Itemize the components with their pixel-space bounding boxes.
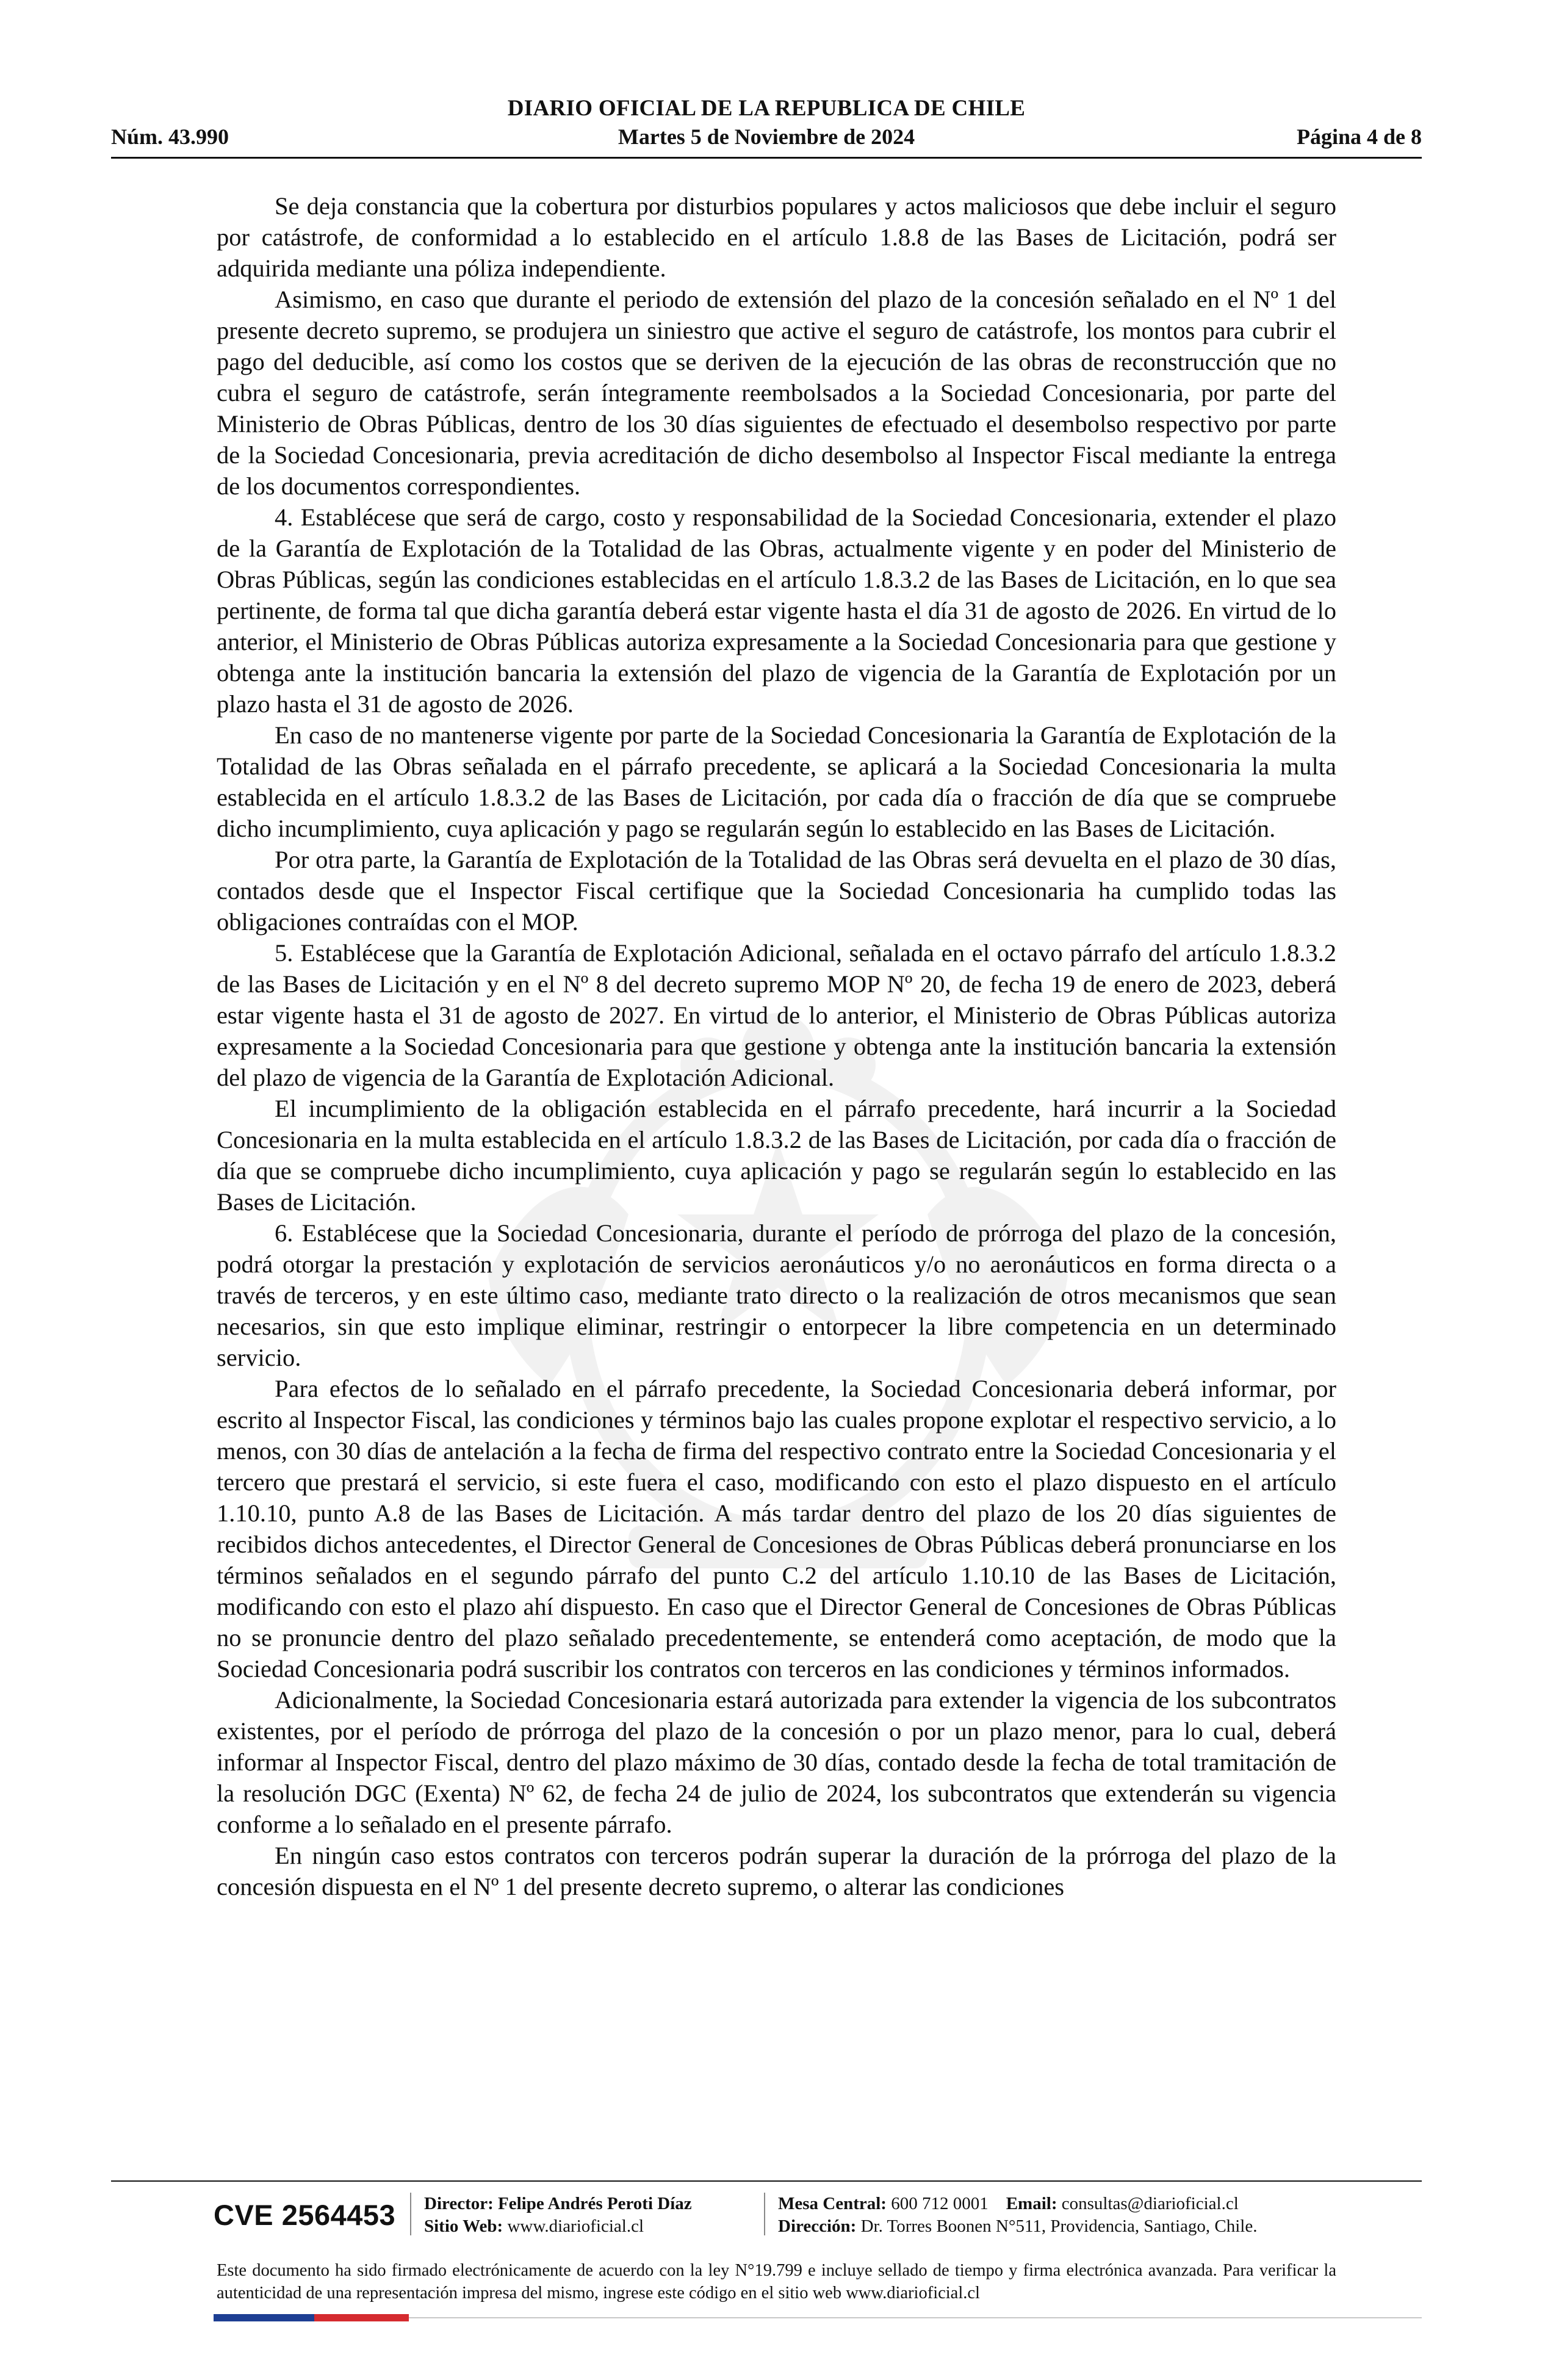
flag-bar-rule xyxy=(409,2317,1422,2318)
publication-title: DIARIO OFICIAL DE LA REPUBLICA DE CHILE xyxy=(507,96,1026,121)
footer-divider xyxy=(111,2180,1422,2182)
website-label: Sitio Web: xyxy=(424,2216,503,2236)
paragraph: El incumplimiento de la obligación establecida en el párrafo precedente, hará incurrir a la Sociedad Concesionaria en la multa establecida en el artículo 1.8.3.2 de las Bases de Licitación, por cada día o fracción de día que se compruebe dicho incumplimiento, cuya aplicación y pago se regularán según lo establecido en las Bases de Licitación. xyxy=(217,1095,1336,1216)
issue-number: Núm. 43.990 xyxy=(111,124,229,149)
page-header xyxy=(111,95,1422,162)
director-label: Director: xyxy=(424,2194,494,2213)
paragraph: En caso de no mantenerse vigente por parte de la Sociedad Concesionaria la Garantía de Explotación de la Totalidad de las Obras señalada en el párrafo precedente, se aplicará a la Sociedad Concesionaria la multa establecida en el artículo 1.8.3.2 de las Bases de Licitación, por cada día o fracción de día que se compruebe dicho incumplimiento, cuya aplicación y pago se regularán según lo establecido en las Bases de Licitación. xyxy=(217,721,1336,842)
mesa-central-phone: 600 712 0001 xyxy=(891,2194,989,2213)
paragraph: Por otra parte, la Garantía de Explotación de la Totalidad de las Obras será devuelta en el plazo de 30 días, contados desde que el Inspector Fiscal certifique que la Sociedad Concesionaria ha cumplido todas las obligaciones contraídas con el MOP. xyxy=(217,846,1336,936)
header-divider xyxy=(111,157,1422,159)
paragraph: 4. Establécese que será de cargo, costo y responsabilidad de la Sociedad Concesionaria, extender el plazo de la Garantía de Explotación de la Totalidad de las Obras, actualmente vigente y en poder del Ministerio de Obras Públicas, según las condiciones establecidas en el artículo 1.8.3.2 de las Bases de Licitación, en lo que sea pertinente, de forma tal que dicha garantía deberá estar vigente hasta el día 31 de agosto de 2026. En virtud de lo anterior, el Ministerio de Obras Públicas autoriza expresamente a la Sociedad Concesionaria para que gestione y obtenga ante la institución bancaria la extensión del plazo de vigencia de la Garantía de Explotación por un plazo hasta el 31 de agosto de 2026. xyxy=(217,503,1336,718)
flag-bar-red xyxy=(314,2314,409,2321)
email-label: Email: xyxy=(1006,2194,1057,2213)
address-label: Dirección: xyxy=(778,2216,857,2236)
paragraph: En ningún caso estos contratos con terceros podrán superar la duración de la prórroga del plazo de la concesión dispuesta en el Nº 1 del presente decreto supremo, o alterar las condiciones xyxy=(217,1842,1336,1900)
address-value: Dr. Torres Boonen N°511, Providencia, Santiago, Chile. xyxy=(860,2216,1258,2236)
paragraph: 6. Establécese que la Sociedad Concesionaria, durante el período de prórroga del plazo de la concesión, podrá otorgar la prestación y explotación de servicios aeronáuticos y/o no aeronáuticos en forma directa o a través de terceros, y en este último caso, mediante trato directo o la realización de otros mecanismos que sean necesarios, sin que esto implique eliminar, restringir o entorpecer la libre competencia en un determinado servicio. xyxy=(217,1219,1336,1371)
footer-director-info xyxy=(424,2193,692,2238)
website-link[interactable]: www.diarioficial.cl xyxy=(507,2216,644,2236)
flag-bar-blue xyxy=(214,2314,314,2321)
paragraph: Adicionalmente, la Sociedad Concesionaria estará autorizada para extender la vigencia de los subcontratos existentes, por el período de prórroga del plazo de la concesión o por un plazo menor, para lo cual, deberá informar al Inspector Fiscal, dentro del plazo máximo de 30 días, contado desde la fecha de total tramitación de la resolución DGC (Exenta) Nº 62, de fecha 24 de julio de 2024, los subcontratos que extenderán su vigencia conforme a lo señalado en el presente párrafo. xyxy=(217,1686,1336,1838)
paragraph: Para efectos de lo señalado en el párrafo precedente, la Sociedad Concesionaria deberá informar, por escrito al Inspector Fiscal, las condiciones y términos bajo las cuales propone explotar el respectivo servicio, a lo menos, con 30 días de antelación a la fecha de firma del respectivo contrato entre la Sociedad Concesionaria y el tercero que prestará el servicio, si este fuera el caso, modificando con esto el plazo dispuesto en el artículo 1.10.10, punto A.8 de las Bases de Licitación. A más tardar dentro del plazo de los 20 días siguientes de recibidos dichos antecedentes, el Director General de Concesiones de Obras Públicas deberá pronunciarse en los términos señalados en el segundo párrafo del punto C.2 del artículo 1.10.10 de las Bases de Licitación, modificando con esto el plazo ahí dispuesto. En caso que el Director General de Concesiones de Obras Públicas no se pronuncie dentro del plazo señalado precedentemente, se entenderá como aceptación, de modo que la Sociedad Concesionaria podrá suscribir los contratos con terceros en las condiciones y términos informados. xyxy=(217,1375,1336,1682)
paragraph: 5. Establécese que la Garantía de Explotación Adicional, señalada en el octavo párrafo del artículo 1.8.3.2 de las Bases de Licitación y en el Nº 8 del decreto supremo MOP Nº 20, de fecha 19 de enero de 2023, deberá estar vigente hasta el 31 de agosto de 2027. En virtud de lo anterior, el Ministerio de Obras Públicas autoriza expresamente a la Sociedad Concesionaria para que gestione y obtenga ante la institución bancaria la extensión del plazo de vigencia de la Garantía de Explotación Adicional. xyxy=(217,939,1336,1091)
footer-separator xyxy=(764,2193,765,2235)
publication-date: Martes 5 de Noviembre de 2024 xyxy=(618,124,915,149)
director-name: Felipe Andrés Peroti Díaz xyxy=(498,2194,692,2213)
document-body xyxy=(217,190,1336,1902)
legal-notice: Este documento ha sido firmado electrónicamente de acuerdo con la ley N°19.799 e incluye sellado de tiempo y firma electrónica avanzada. Para verificar la autenticidad de una representación impresa del mismo, ingrese este código en el sitio web www.diarioficial.cl xyxy=(217,2261,1336,2302)
email-link[interactable]: consultas@diarioficial.cl xyxy=(1061,2194,1239,2213)
footer-separator xyxy=(410,2193,411,2235)
cve-code: CVE 2564453 xyxy=(214,2199,396,2231)
paragraph: Asimismo, en caso que durante el periodo de extensión del plazo de la concesión señalado en el Nº 1 del presente decreto supremo, se produjera un siniestro que active el seguro de catástrofe, los montos para cubrir el pago del deducible, así como los costos que se deriven de la ejecución de las obras de reconstrucción que no cubra el seguro de catástrofe, serán íntegramente reembolsados a la Sociedad Concesionaria, por parte del Ministerio de Obras Públicas, dentro de los 30 días siguientes de efectuado el desembolso respectivo por parte de la Sociedad Concesionaria, previa acreditación de dicho desembolso al Inspector Fiscal mediante la entrega de los documentos correspondientes. xyxy=(217,286,1336,500)
footer-contact-info xyxy=(778,2193,1257,2238)
paragraph: Se deja constancia que la cobertura por disturbios populares y actos maliciosos que debe incluir el seguro por catástrofe, de conformidad a lo establecido en el artículo 1.8.8 de las Bases de Licitación, podrá ser adquirida mediante una póliza independiente. xyxy=(217,192,1336,282)
mesa-central-label: Mesa Central: xyxy=(778,2194,887,2213)
page-number: Página 4 de 8 xyxy=(1296,124,1422,149)
